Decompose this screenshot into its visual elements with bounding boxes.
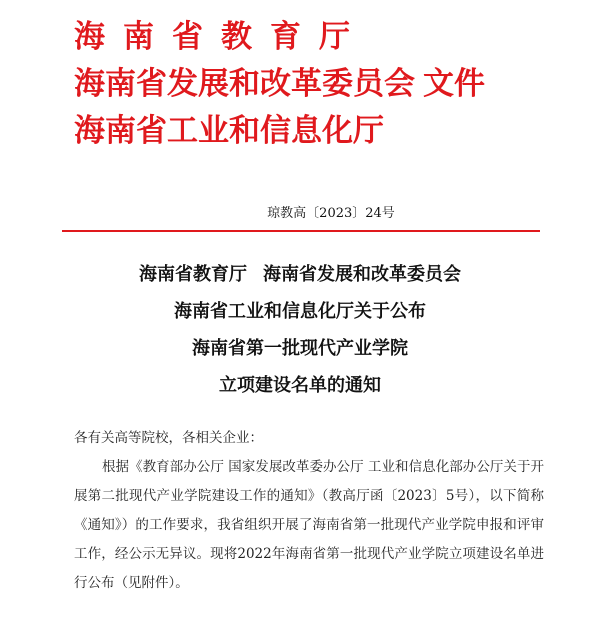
body-paragraph: 根据《教育部办公厅 国家发展改革委办公厅 工业和信息化部办公厅关于开展第二批现代产业学院建设工作的通知》（教高厅函〔2023〕5号），以下简称《通知》）的工作要求，我省组织开展了海南省第一批现代产业学院申报和评审工作，经公示无异议。现将2022年海南省第一批现代产业学院立项建设名单进行公布（见附件）。: [74, 459, 544, 591]
document-number-row: [0, 202, 600, 221]
issuer-2: 海南省发展和改革委员会: [74, 66, 415, 102]
title-line-2: 海南省工业和信息化厅关于公布: [174, 301, 426, 322]
issuer-3: 海南省工业和信息化厅: [74, 113, 384, 149]
title-issuer-1: 海南省教育厅: [139, 264, 247, 285]
title-line-4: 立项建设名单的通知: [219, 375, 381, 396]
document-header: [74, 14, 485, 155]
issuer-2-row: [74, 61, 485, 108]
document-number: 琼教高〔2023〕24号: [267, 206, 395, 221]
document-body: [74, 424, 544, 598]
title-line-1: [0, 256, 600, 293]
red-divider: [62, 230, 540, 232]
issuer-1: 海南省教育厅: [74, 19, 368, 55]
notice-title: [0, 256, 600, 404]
title-line-3: 海南省第一批现代产业学院: [192, 338, 408, 359]
document-suffix: 文件: [423, 66, 485, 102]
title-issuer-2: 海南省发展和改革委员会: [263, 264, 461, 285]
salutation: 各有关高等院校，各相关企业：: [74, 430, 263, 446]
